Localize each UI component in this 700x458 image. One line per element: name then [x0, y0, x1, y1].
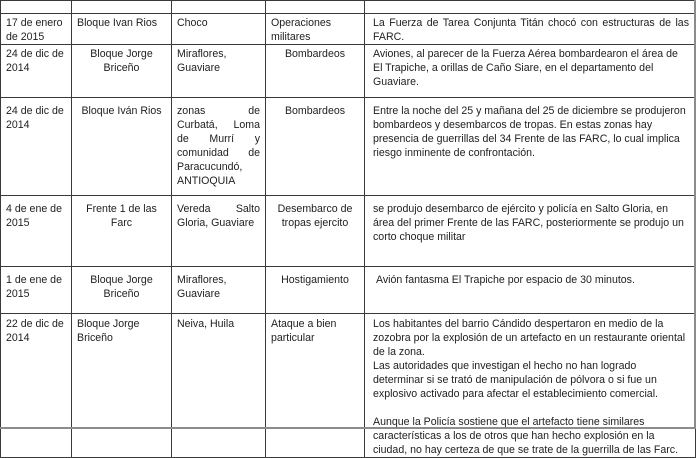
actor-cell: Bloque Jorge Briceño — [72, 45, 172, 98]
date-cell: 17 de enero de 2015 — [1, 14, 72, 45]
place-cell: Miraflores, Guaviare — [172, 45, 266, 98]
empty-cell — [72, 1, 172, 14]
date-cell: 4 de ene de 2015 — [1, 196, 72, 267]
table-row — [1, 267, 696, 314]
actor-cell: Frente 1 de las Farc — [72, 196, 172, 267]
description-cell — [365, 196, 696, 267]
actor-cell: Bloque Ivan Rios — [72, 14, 172, 45]
description-cell — [365, 98, 696, 196]
actor-cell: Bloque Iván Rios — [72, 98, 172, 196]
type-cell: Bombardeos — [266, 98, 365, 196]
table-row — [1, 98, 696, 196]
place-cell: Miraflores, Guaviare — [172, 267, 266, 314]
place-cell: zonas de Curbatá, Loma de Murrí y comunidad de Paracucundó, ANTIOQUIA — [172, 98, 266, 196]
description-paragraph: Los habitantes del barrio Cándido despertaron en medio de la zozobra por la explosión de un artefacto en un restaurante oriental de la zona. — [373, 318, 686, 358]
place-cell: Choco — [172, 14, 266, 45]
empty-cell — [266, 1, 365, 14]
type-cell: Bombardeos — [266, 45, 365, 98]
empty-cell — [365, 1, 696, 14]
description-paragraph: La Fuerza de Tarea Conjunta Titán chocó con estructuras de las FARC. — [373, 17, 689, 43]
description-paragraph: se produjo desembarco de ejército y policía en Salto Gloria, en área del primer Frente de las FARC, posteriormente se produjo un corto choque militar — [373, 203, 684, 243]
description-cell — [365, 267, 696, 314]
paragraph-spacer — [373, 401, 689, 415]
place-cell: Neiva, Huila — [172, 314, 266, 458]
table-row — [1, 196, 696, 267]
type-cell: Desembarco de tropas ejercito — [266, 196, 365, 267]
type-cell: Hostigamiento — [266, 267, 365, 314]
table-row — [1, 314, 696, 458]
description-paragraph: Aviones, al parecer de la Fuerza Aérea bombardearon el área de El Trapiche, a orillas de Caño Siare, en el departamento del Guaviare. — [373, 48, 678, 88]
description-paragraph: Avión fantasma El Trapiche por espacio de 30 minutos. — [376, 274, 635, 286]
date-cell: 24 de dic de 2014 — [1, 45, 72, 98]
table-row — [1, 45, 696, 98]
place-cell: Vereda Salto Gloria, Guaviare — [172, 196, 266, 267]
actor-cell: Bloque Jorge Briceño — [72, 267, 172, 314]
empty-cell — [1, 1, 72, 14]
date-cell: 22 de dic de 2014 — [1, 314, 72, 458]
description-paragraph: Aunque la Policía sostiene que el artefacto tiene similares características a los de otros que han hecho explosión en la ciudad, no hay certeza de que se trate de la guerrilla de las Farc. — [373, 416, 679, 456]
table-row-top — [1, 1, 696, 14]
table-row — [1, 14, 696, 45]
actor-cell: Bloque Jorge Briceño — [72, 314, 172, 458]
type-cell: Operaciones militares — [266, 14, 365, 45]
description-cell — [365, 45, 696, 98]
date-cell: 1 de ene de 2015 — [1, 267, 72, 314]
description-paragraph: Las autoridades que investigan el hecho no han logrado determinar si se trató de manipulación de pólvora o si fue un explosivo activado para afectar el establecimiento comercial. — [373, 360, 658, 400]
description-paragraph: Entre la noche del 25 y mañana del 25 de diciembre se produjeron bombardeos y desembarcos de tropas. En estas zonas hay presencia de guerrillas del 34 Frente de las FARC, lo cual implica riesgo inminente de confrontación. — [373, 105, 686, 159]
description-cell — [365, 314, 696, 458]
empty-cell — [172, 1, 266, 14]
date-cell: 24 de dic de 2014 — [1, 98, 72, 196]
description-cell — [365, 14, 696, 45]
type-cell: Ataque a bien particular — [266, 314, 365, 458]
